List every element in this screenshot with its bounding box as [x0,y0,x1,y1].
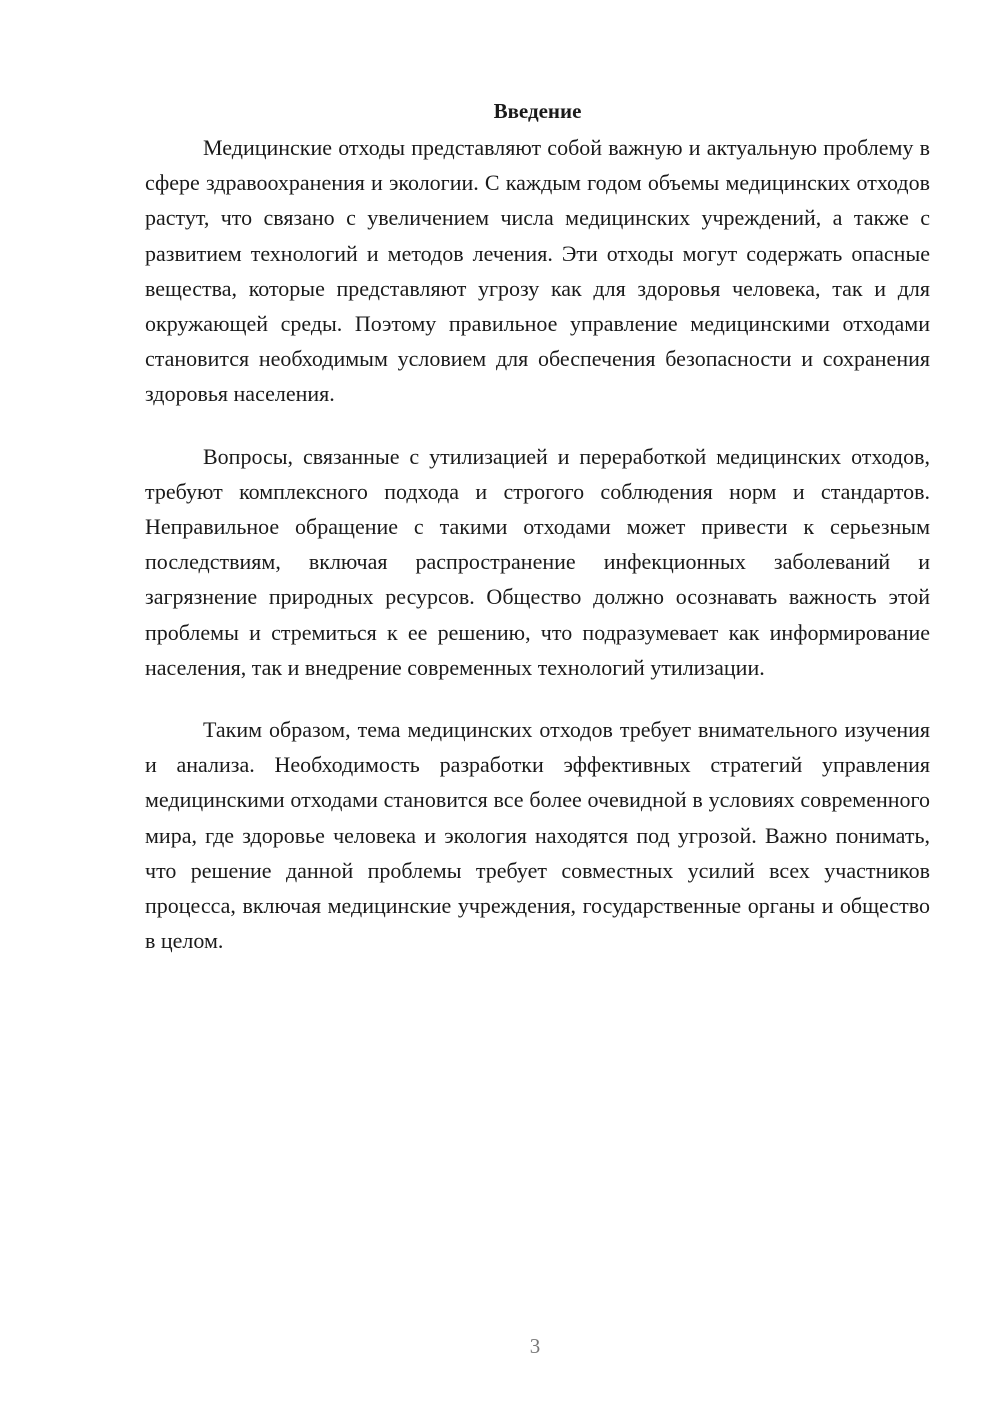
paragraph-2: Вопросы, связанные с утилизацией и переработкой медицинских отходов, требуют комплексного подхода и строгого соблюдения норм и стандартов. Неправильное обращение с такими отходами может привести к серьезным последствиям, включая распространение инфекционных заболеваний и загрязнение природных ресурсов. Общество должно осознавать важность этой проблемы и стремиться к ее решению, что подразумевает как информирование населения, так и внедрение современных технологий утилизации. [145,443,930,680]
page-number: 3 [529,1334,541,1358]
section-heading: Введение [493,99,582,123]
paragraph-3: Таким образом, тема медицинских отходов требует внимательного изучения и анализа. Необходимость разработки эффективных стратегий управления медицинскими отходами становится все более очевидной в условиях современного мира, где здоровье человека и экология находятся под угрозой. Важно понимать, что решение данной проблемы требует совместных усилий всех участников процесса, включая медицинские учреждения, государственные органы и общество в целом. [145,717,930,954]
page-content [145,96,930,958]
paragraph-1: Медицинские отходы представляют собой важную и актуальную проблему в сфере здравоохранения и экологии. С каждым годом объемы медицинских отходов растут, что связано с увеличением числа медицинских учреждений, а также с развитием технологий и методов лечения. Эти отходы могут содержать опасные вещества, которые представляют угрозу как для здоровья человека, так и для окружающей среды. Поэтому правильное управление медицинскими отходами становится необходимым условием для обеспечения безопасности и сохранения здоровья населения. [145,135,930,407]
